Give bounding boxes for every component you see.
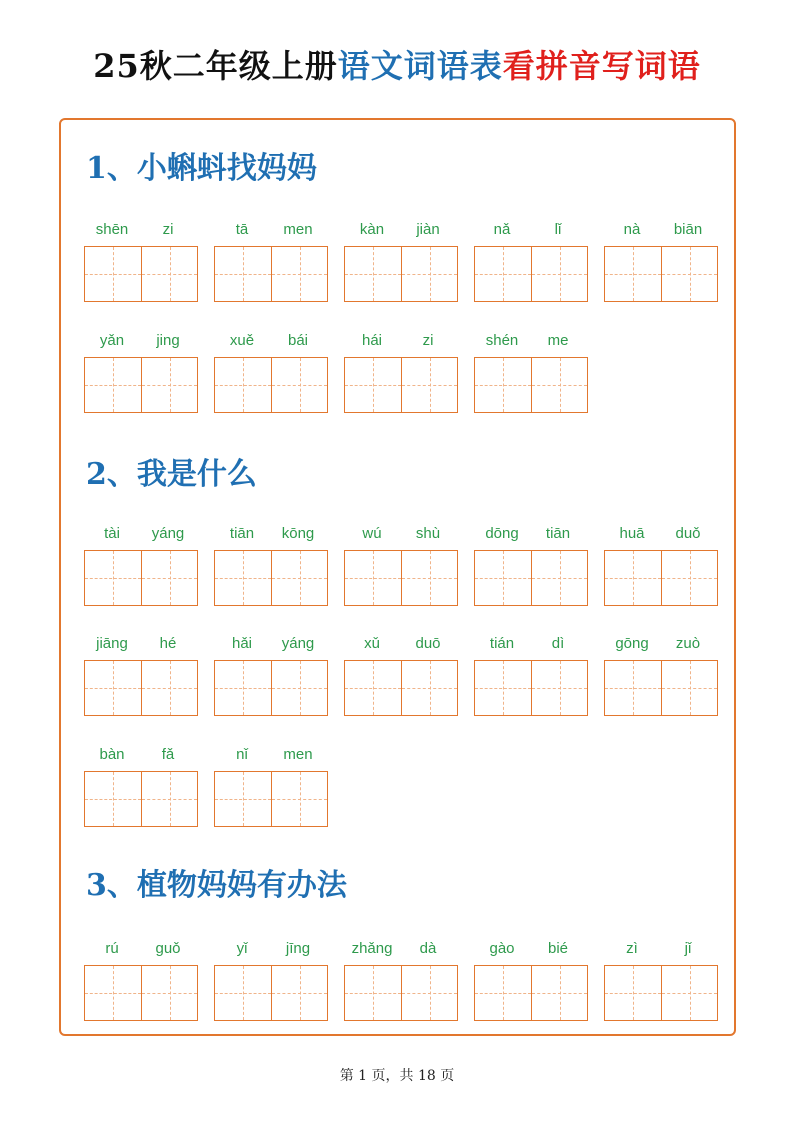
tianzige-cell[interactable] <box>605 551 661 605</box>
pinyin-syllable: zhǎng <box>351 940 393 957</box>
pinyin-syllable: guǒ <box>155 940 181 957</box>
tianzige-cell[interactable] <box>345 966 401 1020</box>
pinyin-syllable: men <box>283 746 313 763</box>
tianzige-cell[interactable] <box>531 966 587 1020</box>
pinyin-label <box>84 329 198 353</box>
pinyin-syllable: yǎn <box>99 332 125 349</box>
writing-grid[interactable] <box>84 357 198 413</box>
pinyin-syllable: duǒ <box>675 525 701 542</box>
tianzige-cell[interactable] <box>271 247 327 301</box>
word-item <box>604 218 718 302</box>
writing-grid[interactable] <box>214 246 328 302</box>
pinyin-syllable: yáng <box>151 525 185 542</box>
writing-grid[interactable] <box>214 771 328 827</box>
pinyin-label <box>474 632 588 656</box>
pinyin-syllable: duō <box>415 635 441 652</box>
tianzige-cell[interactable] <box>661 661 717 715</box>
pinyin-syllable: men <box>283 221 313 238</box>
pinyin-syllable: bàn <box>99 746 125 763</box>
word-item <box>474 218 588 302</box>
tianzige-cell[interactable] <box>345 247 401 301</box>
pinyin-syllable: shēn <box>95 221 129 238</box>
tianzige-cell[interactable] <box>85 966 141 1020</box>
word-item <box>344 937 458 1021</box>
word-item <box>84 522 198 606</box>
tianzige-cell[interactable] <box>661 551 717 605</box>
word-item <box>604 522 718 606</box>
pinyin-label <box>84 218 198 242</box>
pinyin-syllable: zi <box>422 332 434 349</box>
tianzige-cell[interactable] <box>345 358 401 412</box>
writing-grid[interactable] <box>84 771 198 827</box>
pinyin-label <box>344 632 458 656</box>
tianzige-cell[interactable] <box>271 551 327 605</box>
tianzige-cell[interactable] <box>401 551 457 605</box>
tianzige-cell[interactable] <box>531 551 587 605</box>
word-item <box>474 632 588 716</box>
writing-grid[interactable] <box>344 965 458 1021</box>
tianzige-cell[interactable] <box>141 247 197 301</box>
pinyin-label <box>604 218 718 242</box>
lesson-heading: 2、我是什么 <box>86 457 257 492</box>
page-footer: 第 1 页，共 18 页 <box>339 1068 455 1084</box>
pinyin-label <box>474 218 588 242</box>
tianzige-cell[interactable] <box>661 966 717 1020</box>
tianzige-cell[interactable] <box>141 358 197 412</box>
pinyin-label <box>604 522 718 546</box>
writing-grid[interactable] <box>344 246 458 302</box>
pinyin-label <box>344 937 458 961</box>
writing-grid[interactable] <box>344 660 458 716</box>
tianzige-cell[interactable] <box>215 358 271 412</box>
word-row <box>84 632 718 716</box>
word-item <box>344 632 458 716</box>
pinyin-syllable: kàn <box>359 221 385 238</box>
word-item <box>214 937 328 1021</box>
word-item <box>84 937 198 1021</box>
pinyin-syllable: gào <box>489 940 515 957</box>
tianzige-cell[interactable] <box>401 358 457 412</box>
word-item <box>474 937 588 1021</box>
pinyin-syllable: yǐ <box>236 940 248 957</box>
writing-grid[interactable] <box>344 550 458 606</box>
tianzige-cell[interactable] <box>215 772 271 826</box>
pinyin-syllable: jiāng <box>96 635 128 652</box>
pinyin-label <box>214 522 328 546</box>
pinyin-syllable: lǐ <box>554 221 562 238</box>
pinyin-label <box>474 329 588 353</box>
writing-grid[interactable] <box>604 660 718 716</box>
word-item <box>604 937 718 1021</box>
tianzige-cell[interactable] <box>605 247 661 301</box>
word-item <box>214 743 328 827</box>
tianzige-cell[interactable] <box>475 966 531 1020</box>
pinyin-label <box>474 522 588 546</box>
writing-grid[interactable] <box>344 357 458 413</box>
pinyin-label <box>84 522 198 546</box>
tianzige-cell[interactable] <box>475 661 531 715</box>
writing-grid[interactable] <box>474 550 588 606</box>
lesson-heading: 1、小蝌蚪找妈妈 <box>86 151 317 186</box>
tianzige-cell[interactable] <box>141 551 197 605</box>
pinyin-label <box>604 937 718 961</box>
pinyin-label <box>344 522 458 546</box>
word-item <box>344 522 458 606</box>
writing-grid[interactable] <box>604 246 718 302</box>
pinyin-label <box>214 937 328 961</box>
tianzige-cell[interactable] <box>475 247 531 301</box>
writing-grid[interactable] <box>84 550 198 606</box>
pinyin-syllable: gōng <box>615 635 649 652</box>
tianzige-cell[interactable] <box>531 358 587 412</box>
word-item <box>214 522 328 606</box>
writing-grid[interactable] <box>84 246 198 302</box>
pinyin-syllable: fǎ <box>161 746 175 763</box>
pinyin-syllable: shù <box>415 525 441 542</box>
tianzige-cell[interactable] <box>345 551 401 605</box>
tianzige-cell[interactable] <box>141 966 197 1020</box>
pinyin-syllable: shén <box>485 332 519 349</box>
tianzige-cell[interactable] <box>271 661 327 715</box>
pinyin-syllable: me <box>547 332 569 349</box>
word-item <box>344 329 458 413</box>
pinyin-label <box>604 632 718 656</box>
page-title <box>0 44 794 88</box>
tianzige-cell[interactable] <box>85 772 141 826</box>
tianzige-cell[interactable] <box>475 551 531 605</box>
tianzige-cell[interactable] <box>605 661 661 715</box>
pinyin-syllable: nǐ <box>236 746 248 763</box>
pinyin-label <box>214 329 328 353</box>
tianzige-cell[interactable] <box>85 661 141 715</box>
tianzige-cell[interactable] <box>141 772 197 826</box>
tianzige-cell[interactable] <box>345 661 401 715</box>
pinyin-syllable: nà <box>623 221 641 238</box>
pinyin-label <box>214 218 328 242</box>
pinyin-syllable: dà <box>419 940 437 957</box>
pinyin-label <box>344 218 458 242</box>
word-item <box>474 522 588 606</box>
writing-grid[interactable] <box>214 660 328 716</box>
pinyin-syllable: jiàn <box>416 221 440 238</box>
word-item <box>474 329 588 413</box>
word-item <box>214 329 328 413</box>
pinyin-syllable: kōng <box>281 525 315 542</box>
pinyin-label <box>84 632 198 656</box>
writing-grid[interactable] <box>604 550 718 606</box>
pinyin-label <box>474 937 588 961</box>
tianzige-cell[interactable] <box>215 551 271 605</box>
tianzige-cell[interactable] <box>401 661 457 715</box>
tianzige-cell[interactable] <box>141 661 197 715</box>
title-subject: 语文词语表 <box>337 47 503 85</box>
writing-grid[interactable] <box>214 550 328 606</box>
word-item <box>84 329 198 413</box>
word-row <box>84 329 588 413</box>
word-item <box>84 743 198 827</box>
pinyin-syllable: dì <box>551 635 565 652</box>
pinyin-syllable: nǎ <box>493 221 511 238</box>
pinyin-syllable: xǔ <box>364 635 380 652</box>
pinyin-syllable: jīng <box>285 940 311 957</box>
writing-grid[interactable] <box>84 660 198 716</box>
title-task: 看拼音写词语 <box>502 47 701 85</box>
tianzige-cell[interactable] <box>531 247 587 301</box>
lesson-heading: 3、植物妈妈有办法 <box>86 868 347 903</box>
pinyin-syllable: tā <box>235 221 249 238</box>
writing-grid[interactable] <box>214 357 328 413</box>
pinyin-syllable: huā <box>619 525 645 542</box>
tianzige-cell[interactable] <box>401 247 457 301</box>
word-item <box>214 632 328 716</box>
pinyin-label <box>214 632 328 656</box>
tianzige-cell[interactable] <box>271 358 327 412</box>
title-grade: 25秋二年级上册 <box>93 47 338 85</box>
pinyin-syllable: zì <box>626 940 638 957</box>
tianzige-cell[interactable] <box>215 966 271 1020</box>
pinyin-syllable: tài <box>104 525 120 542</box>
tianzige-cell[interactable] <box>215 661 271 715</box>
tianzige-cell[interactable] <box>661 247 717 301</box>
word-item <box>604 632 718 716</box>
tianzige-cell[interactable] <box>271 772 327 826</box>
pinyin-syllable: hái <box>361 332 383 349</box>
pinyin-syllable: dōng <box>485 525 519 542</box>
tianzige-cell[interactable] <box>605 966 661 1020</box>
pinyin-syllable: jǐ <box>684 940 692 957</box>
word-row <box>84 522 718 606</box>
pinyin-syllable: zuò <box>675 635 701 652</box>
word-row <box>84 218 718 302</box>
word-row <box>84 937 718 1021</box>
pinyin-syllable: tiān <box>545 525 571 542</box>
pinyin-syllable: jing <box>156 332 180 349</box>
pinyin-syllable: yáng <box>281 635 315 652</box>
writing-grid[interactable] <box>474 357 588 413</box>
word-item <box>214 218 328 302</box>
word-item <box>84 632 198 716</box>
writing-grid[interactable] <box>474 965 588 1021</box>
tianzige-cell[interactable] <box>475 358 531 412</box>
pinyin-syllable: bái <box>287 332 309 349</box>
pinyin-syllable: zi <box>162 221 174 238</box>
tianzige-cell[interactable] <box>215 247 271 301</box>
writing-grid[interactable] <box>214 965 328 1021</box>
writing-grid[interactable] <box>474 660 588 716</box>
pinyin-syllable: tián <box>489 635 515 652</box>
writing-grid[interactable] <box>84 965 198 1021</box>
pinyin-syllable: bié <box>547 940 569 957</box>
pinyin-syllable: tiān <box>229 525 255 542</box>
pinyin-label <box>84 743 198 767</box>
pinyin-syllable: hé <box>159 635 177 652</box>
tianzige-cell[interactable] <box>85 247 141 301</box>
writing-grid[interactable] <box>474 246 588 302</box>
pinyin-syllable: xuě <box>229 332 255 349</box>
word-item <box>84 218 198 302</box>
word-item <box>344 218 458 302</box>
tianzige-cell[interactable] <box>85 551 141 605</box>
tianzige-cell[interactable] <box>401 966 457 1020</box>
word-row <box>84 743 328 827</box>
tianzige-cell[interactable] <box>531 661 587 715</box>
pinyin-syllable: rú <box>105 940 119 957</box>
tianzige-cell[interactable] <box>85 358 141 412</box>
pinyin-label <box>214 743 328 767</box>
writing-grid[interactable] <box>604 965 718 1021</box>
tianzige-cell[interactable] <box>271 966 327 1020</box>
pinyin-label <box>84 937 198 961</box>
pinyin-syllable: hǎi <box>231 635 253 652</box>
pinyin-syllable: wú <box>362 525 382 542</box>
pinyin-label <box>344 329 458 353</box>
pinyin-syllable: biān <box>673 221 703 238</box>
